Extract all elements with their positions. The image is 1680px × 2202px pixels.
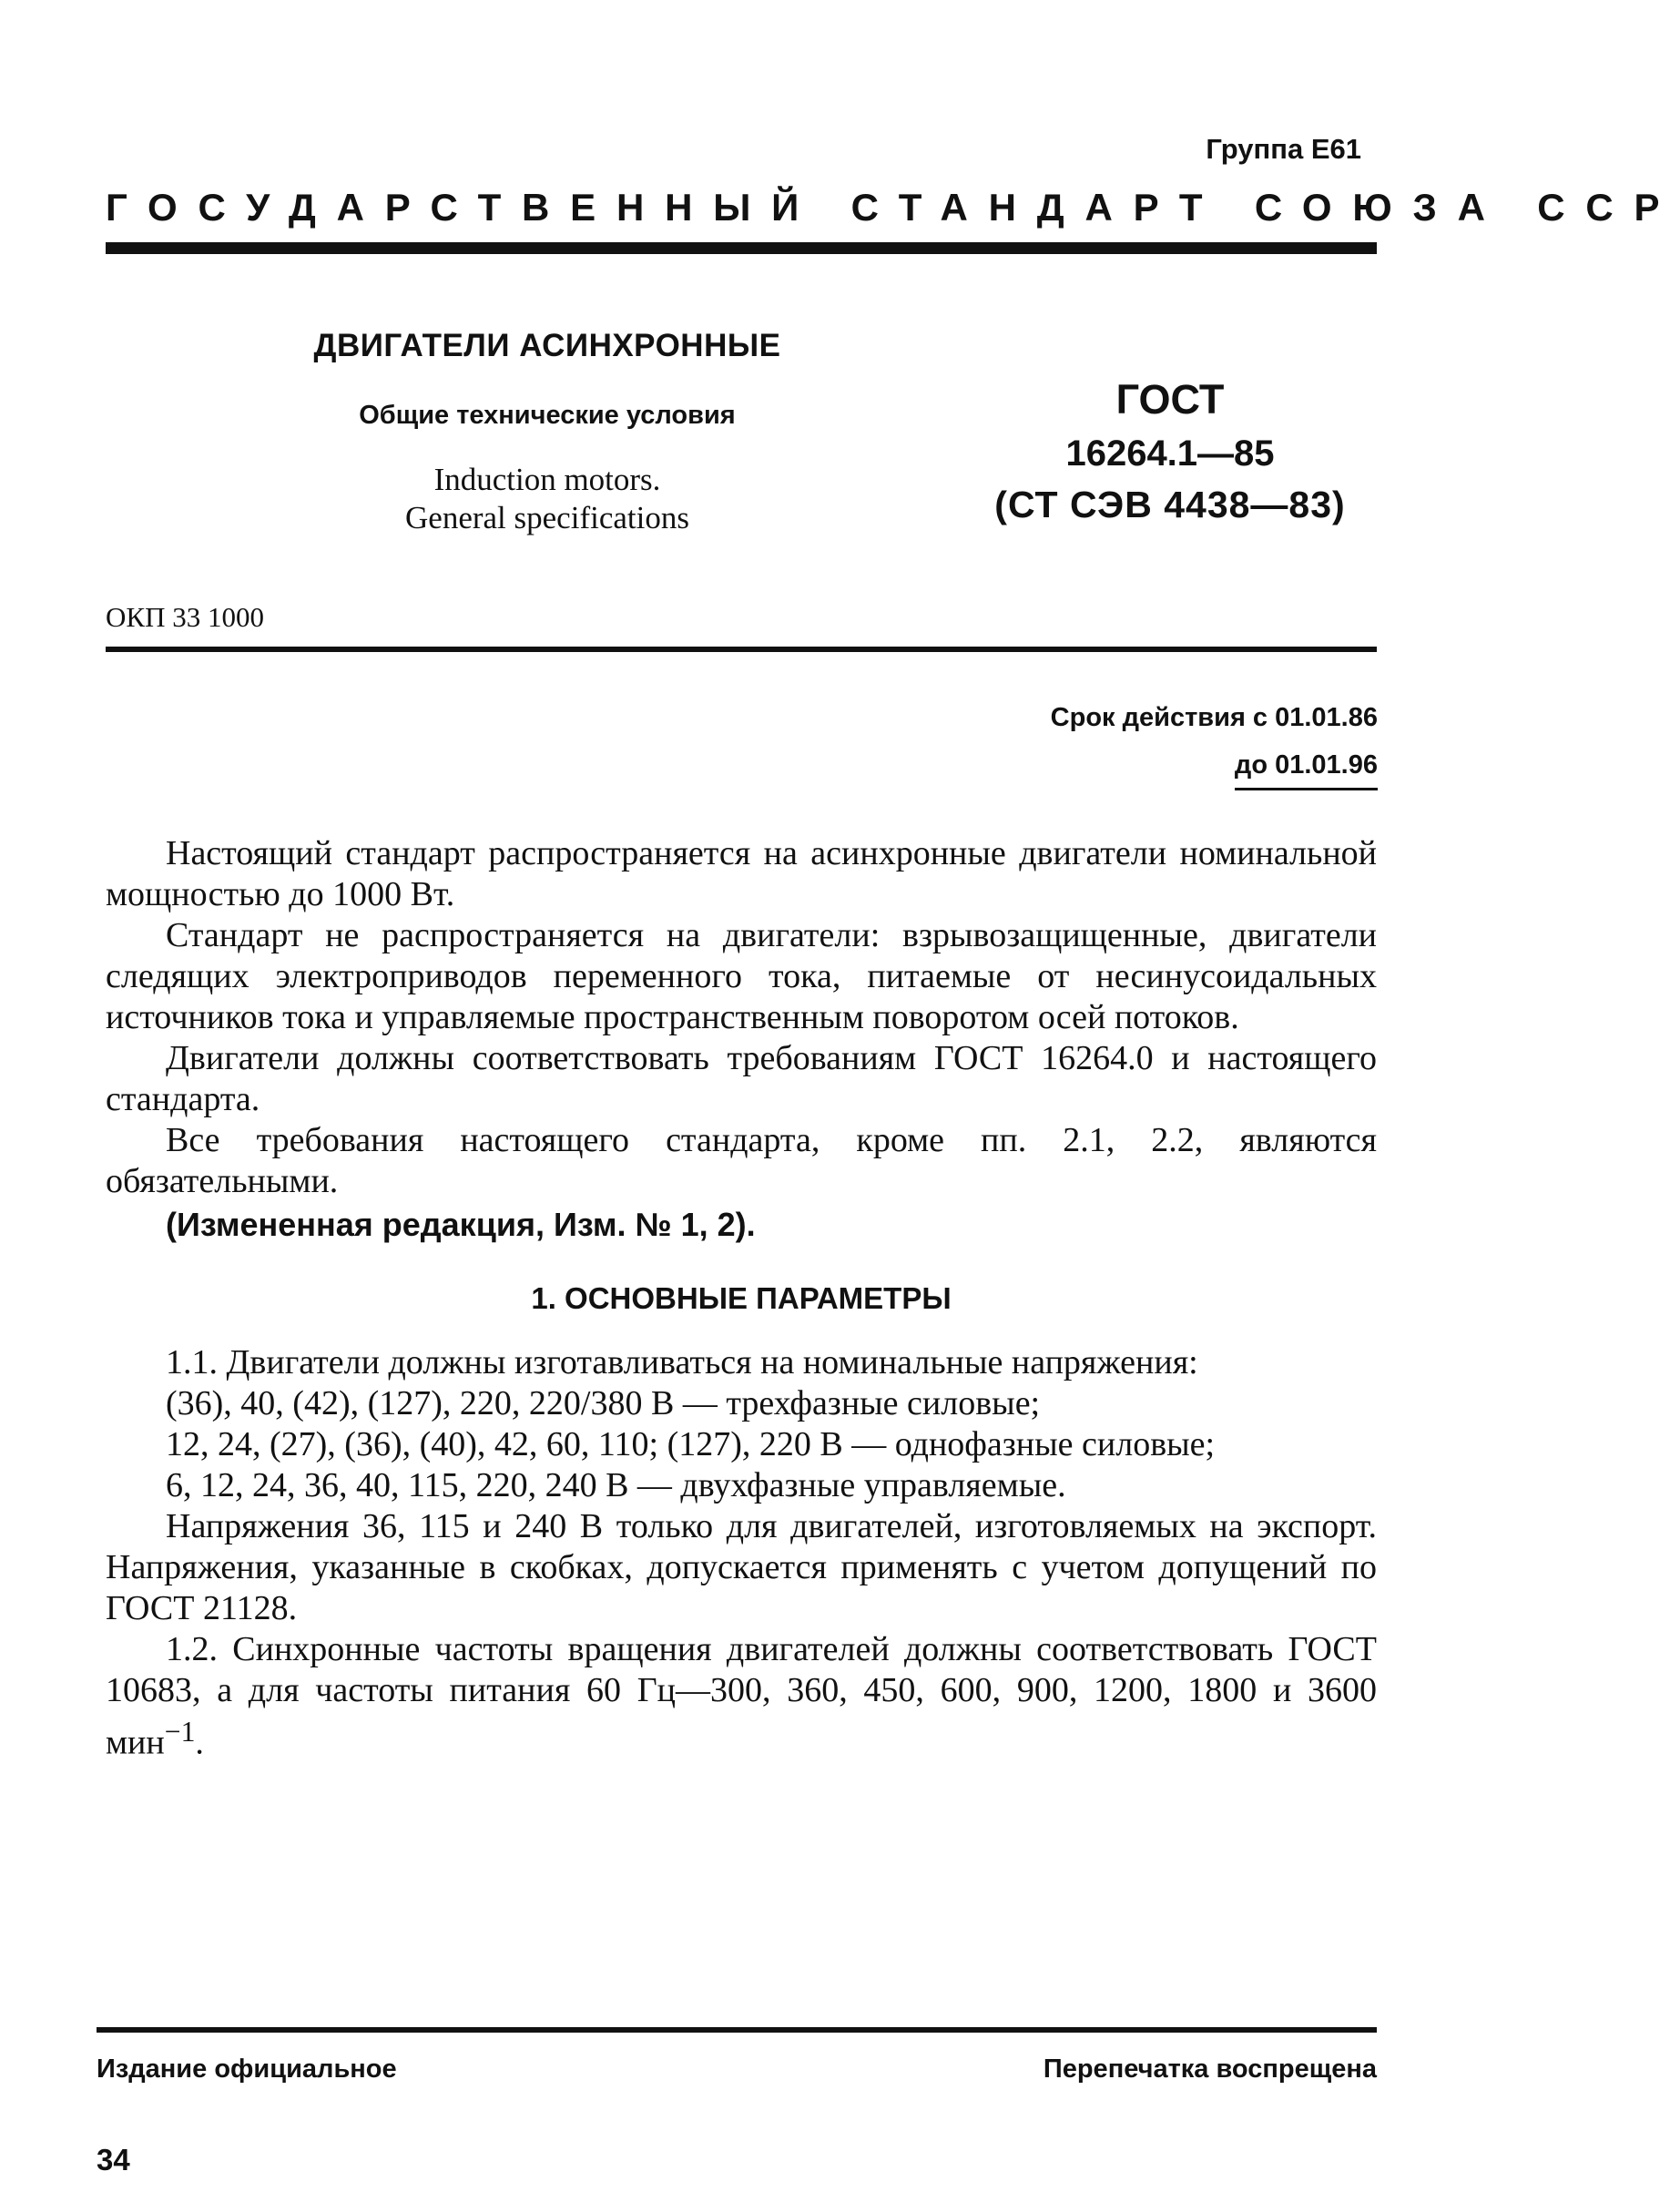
english-title bbox=[0, 461, 1095, 537]
page-number: 34 bbox=[97, 2143, 130, 2177]
title-rule bbox=[106, 647, 1377, 652]
clause-1-1: 1.1. Двигатели должны изготавливаться на номинальные напряжения: bbox=[166, 1343, 1198, 1381]
validity-from: Срок действия с 01.01.86 bbox=[1050, 703, 1378, 732]
gost-number: 16264.1—85 bbox=[1065, 433, 1275, 474]
reprint-prohibited-label: Перепечатка воспрещена bbox=[1043, 2054, 1377, 2084]
intro-paragraph-3: Двигатели должны соответствовать требованиям ГОСТ 16264.0 и настоящего стандарта. bbox=[106, 1039, 1377, 1118]
footer-rule bbox=[97, 2027, 1377, 2033]
clause-1-2-text: 1.2. Синхронные частоты вращения двигателей должны соответствовать ГОСТ 10683, а для частоты питания 60 Гц—300, 360, 450, 600, 900, 1200, 1800 и 3600 мин bbox=[106, 1630, 1377, 1762]
okp-code: ОКП 33 1000 bbox=[106, 601, 264, 633]
intro-paragraph-2: Стандарт не распространяется на двигатели: взрывозащищенные, двигатели следящих электроприводов переменного тока, питаемые от несинусоидальных источников тока и управляемые пространственным поворотом осей потоков. bbox=[106, 916, 1377, 1036]
gost-label: ГОСТ bbox=[1115, 376, 1225, 423]
sev-number: (СТ СЭВ 4438—83) bbox=[994, 484, 1346, 525]
voltage-note: Напряжения 36, 115 и 240 В только для двигателей, изготовляемых на экспорт. Напряжения, указанные в скобках, допускается применять с учетом допущений по ГОСТ 21128. bbox=[106, 1507, 1377, 1627]
clause-1-2 bbox=[106, 1629, 1377, 1764]
voltage-three-phase: (36), 40, (42), (127), 220, 220/380 В — трехфазные силовые; bbox=[166, 1384, 1041, 1422]
amendment-note: (Измененная редакция, Изм. № 1, 2). bbox=[166, 1206, 756, 1243]
standard-subtitle: Общие технические условия bbox=[359, 401, 736, 430]
clause-1-2-end: . bbox=[195, 1723, 204, 1762]
group-label: Группа Е61 bbox=[1206, 133, 1361, 165]
state-standard-title: ГОСУДАРСТВЕННЫЙ СТАНДАРТ СОЮЗА ССР bbox=[106, 186, 1680, 229]
document-body bbox=[106, 833, 1377, 1764]
clause-1-2-superscript: −1 bbox=[164, 1716, 196, 1748]
intro-paragraph-4: Все требования настоящего стандарта, кроме пп. 2.1, 2.2, являются обязательными. bbox=[106, 1121, 1377, 1200]
intro-paragraph-1: Настоящий стандарт распространяется на асинхронные двигатели номинальной мощностью до 1000 Вт. bbox=[106, 834, 1377, 913]
gost-designation bbox=[947, 372, 1393, 530]
voltage-two-phase: 6, 12, 24, 36, 40, 115, 220, 240 В — двухфазные управляемые. bbox=[166, 1466, 1066, 1504]
standard-title: ДВИГАТЕЛИ АСИНХРОННЫЕ bbox=[313, 328, 781, 363]
english-title-line-1: Induction motors. bbox=[433, 462, 661, 497]
english-title-line-2: General specifications bbox=[405, 500, 689, 535]
validity-to: до 01.01.96 bbox=[1234, 750, 1378, 780]
voltage-single-phase: 12, 24, (27), (36), (40), 42, 60, 110; (127), 220 В — однофазные силовые; bbox=[166, 1425, 1216, 1463]
official-edition-label: Издание официальное bbox=[97, 2054, 397, 2084]
section-heading: 1. ОСНОВНЫЕ ПАРАМЕТРЫ bbox=[531, 1281, 952, 1315]
validity-rule bbox=[1235, 788, 1378, 790]
validity-period bbox=[1051, 694, 1378, 789]
header-rule bbox=[106, 242, 1377, 254]
